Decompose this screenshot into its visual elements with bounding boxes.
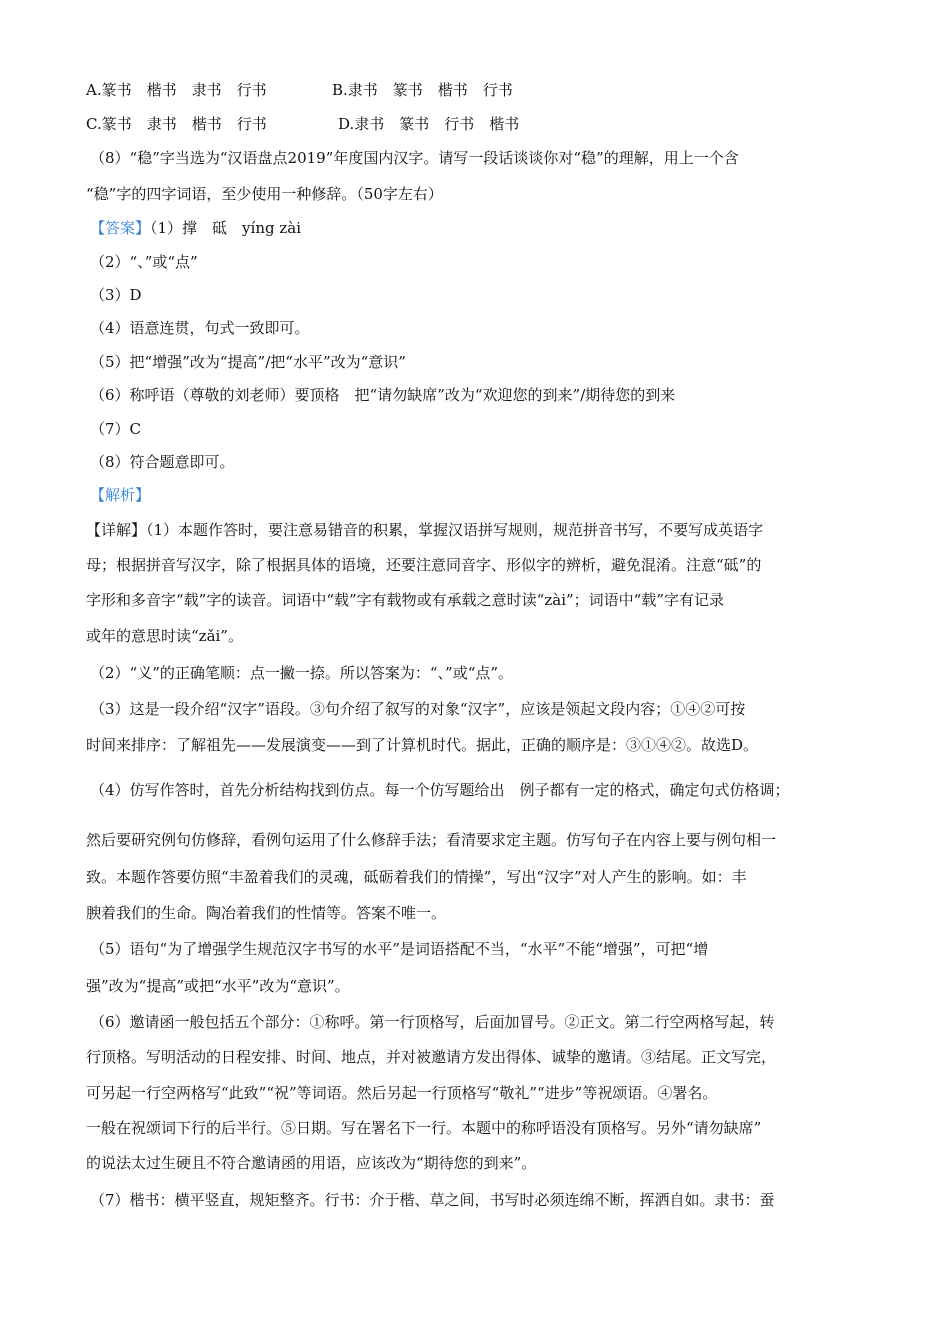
analysis-line-9: 致。本题作答要仿照“丰盈着我们的灵魂，砥砺着我们的情操”，写出“汉字”对人产生的影响。如：丰 bbox=[86, 868, 747, 886]
analysis-line-13: （6）邀请函一般包括五个部分：①称呼。第一行顶格写，后面加冒号。②正文。第二行空两格写起，转 bbox=[90, 1013, 775, 1031]
answer-8: （8）符合题意即可。 bbox=[90, 453, 235, 471]
question-8-line-1: （8）“稳”字当选为“汉语盘点2019”年度国内汉字。请写一段话谈谈你对“稳”的理解，用上一个含 bbox=[90, 149, 739, 167]
analysis-line-1: 母；根据拼音写汉字，除了根据具体的语境，还要注意同音字、形似字的辨析，避免混淆。注意“砥”的 bbox=[86, 556, 762, 574]
analysis-line-5: （3）这是一段介绍“汉字”语段。③句介绍了叙写的对象“汉字”，应该是领起文段内容；①④②可按 bbox=[90, 700, 746, 718]
analysis-line-15: 可另起一行空两格写“此致”“祝”等词语。然后另起一行顶格写“敬礼”“进步”等祝颂语。④署名。 bbox=[86, 1084, 718, 1102]
option-a: A.篆书 楷书 隶书 行书 bbox=[86, 81, 267, 99]
answer-2: （2）“、”或“点” bbox=[90, 253, 198, 271]
analysis-line-2: 字形和多音字“载”字的读音。词语中“载”字有载物或有承载之意时读“zài”；词语中“载”字有记录 bbox=[86, 591, 724, 609]
answer-1: （1）撑 砥 yíng zài bbox=[150, 219, 302, 237]
analysis-line-16: 一般在祝颂词下行的后半行。⑤日期。写在署名下一行。本题中的称呼语没有顶格写。另外“请勿缺席” bbox=[86, 1119, 762, 1137]
analysis-line-18: （7）楷书：横平竖直，规矩整齐。行书：介于楷、草之间，书写时必须连绵不断，挥洒自如。隶书：蚕 bbox=[90, 1191, 775, 1209]
answer-tag: 【答案】 bbox=[90, 219, 151, 237]
analysis-line-8: 然后要研究例句仿修辞，看例句运用了什么修辞手法；看清要求定主题。仿写句子在内容上要与例句相一 bbox=[86, 831, 777, 849]
analysis-line-4: （2）“义”的正确笔顺：点一撇一捺。所以答案为：“、”或“点”。 bbox=[90, 664, 514, 682]
question-8-line-2: “稳”字的四字词语，至少使用一种修辞。（50字左右） bbox=[86, 185, 443, 203]
analysis-text-0: （1）本题作答时，要注意易错音的积累，掌握汉语拼写规则，规范拼音书写，不要写成英语字 bbox=[146, 521, 764, 539]
answer-5: （5）把“增强”改为“提高”/把“水平”改为“意识” bbox=[90, 353, 406, 371]
detail-tag: 【详解】 bbox=[86, 521, 147, 539]
option-row-2 bbox=[86, 114, 519, 134]
analysis-line-10: 腴着我们的生命。陶冶着我们的性情等。答案不唯一。 bbox=[86, 904, 447, 922]
option-c: C.篆书 隶书 楷书 行书 bbox=[86, 115, 267, 133]
analysis-line-12: 强”改为“提高”或把“水平”改为“意识”。 bbox=[86, 977, 350, 995]
analysis-tag: 【解析】 bbox=[90, 486, 151, 504]
option-row-1 bbox=[86, 80, 513, 100]
analysis-line-3: 或年的意思时读“zǎi”。 bbox=[86, 627, 243, 645]
analysis-line-6: 时间来排序：了解祖先——发展演变——到了计算机时代。据此，正确的顺序是：③①④②。故选D。 bbox=[86, 736, 759, 754]
analysis-line-17: 的说法太过生硬且不符合邀请函的用语，应该改为“期待您的到来”。 bbox=[86, 1154, 537, 1172]
analysis-line-14: 行顶格。写明活动的日程安排、时间、地点，并对被邀请方发出得体、诚挚的邀请。③结尾。正文写完， bbox=[86, 1048, 777, 1066]
analysis-line-0 bbox=[86, 520, 763, 540]
analysis-line-7: （4）仿写作答时，首先分析结构找到仿点。每一个仿写题给出 例子都有一定的格式，确定句式仿格调； bbox=[90, 781, 790, 799]
answer-3: （3）D bbox=[90, 286, 142, 304]
analysis-line-11: （5）语句“为了增强学生规范汉字书写的水平”是词语搭配不当，“水平”不能“增强”，可把“增 bbox=[90, 940, 709, 958]
answer-7: （7）C bbox=[90, 420, 142, 438]
answer-4: （4）语意连贯，句式一致即可。 bbox=[90, 319, 310, 337]
option-b: B.隶书 篆书 楷书 行书 bbox=[332, 81, 513, 99]
answer-6: （6）称呼语（尊敬的刘老师）要顶格 把“请勿缺席”改为“欢迎您的到来”/期待您的到来 bbox=[90, 386, 676, 404]
option-d: D.隶书 篆书 行书 楷书 bbox=[338, 115, 520, 133]
answer-line-1 bbox=[90, 218, 301, 238]
